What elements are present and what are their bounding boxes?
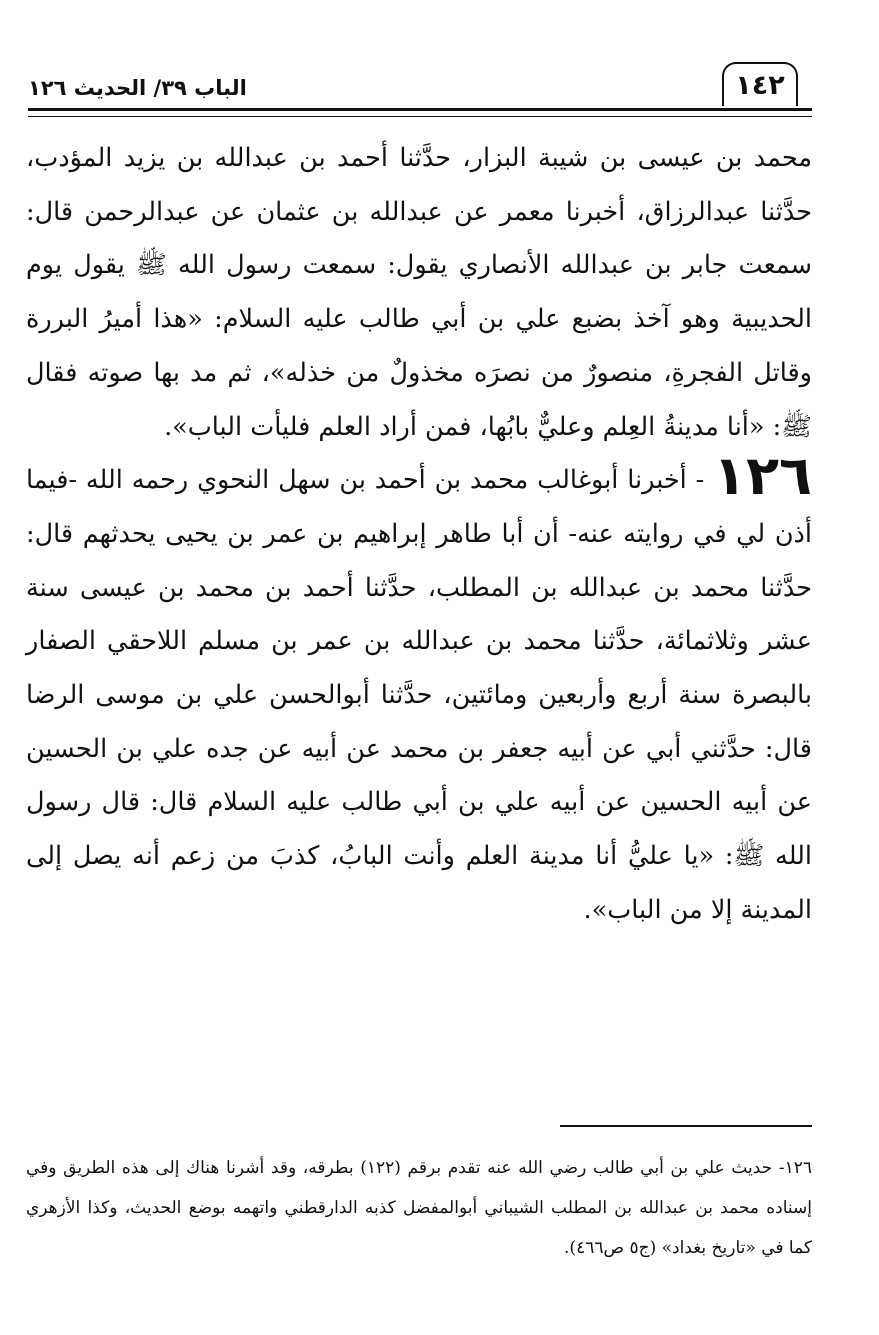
footnote-text: ١٢٦- حديث علي بن أبي طالب رضي الله عنه تقدم برقم (١٢٢) بطرقه، وقد أشرنا هناك إلى هذه الطريق وفي إسناده محمد بن عبدالله بن المطلب الشيباني أبوالمفضل كذبه الدارقطني واتهمه بوضع الحديث، وكذا الأزهري كما في «تاريخ بغداد» (ج٥ ص٤٦٦). [26, 1158, 812, 1258]
paragraph-hadith-126 [26, 444, 812, 937]
page-header [28, 62, 812, 110]
hadith-126-text: - أخبرنا أبوغالب محمد بن أحمد بن سهل النحوي رحمه الله -فيما أذن لي في روايته عنه- أن أبا طاهر إبراهيم بن عمر بن يحيى يحدثهم قال: حدَّثنا محمد بن عبدالله بن المطلب، حدَّثنا أحمد بن محمد بن عيسى سنة عشر وثلاثمائة، حدَّثنا محمد بن عبدالله بن عمر بن مسلم اللاحقي الصفار بالبصرة سنة أربع وأربعين ومائتين، حدَّثنا أبوالحسن علي بن موسى الرضا قال: حدَّثني أبي عن أبيه جعفر بن محمد عن أبيه عن جده علي بن الحسين عن أبيه الحسين عن أبيه علي بن أبي طالب عليه السلام قال: قال رسول الله ﷺ: «يا عليُّ أنا مدينة العلم وأنت البابُ، كذبَ من زعم أنه يصل إلى المدينة إلا من الباب». [26, 465, 812, 925]
footnote [26, 1148, 812, 1268]
header-rule-thick [28, 108, 812, 111]
header-rule-thin [28, 116, 812, 117]
body-text [26, 132, 812, 938]
paragraph-hadith-125-end: محمد بن عيسى بن شيبة البزار، حدَّثنا أحمد بن عبدالله بن يزيد المؤدب، حدَّثنا عبدالرزاق، أخبرنا معمر عن عبدالله بن عثمان عن عبدالرحمن قال: سمعت جابر بن عبدالله الأنصاري يقول: سمعت رسول الله ﷺ يقول يوم الحديبية وهو آخذ بضبع علي بن أبي طالب عليه السلام: «هذا أميرُ البررة وقاتل الفجرةِ، منصورٌ من نصرَه مخذولٌ من خذله»، ثم مد بها صوته فقال ﷺ: «أنا مدينةُ العِلم وعليٌّ بابُها، فمن أراد العلم فليأت الباب». [26, 143, 812, 442]
footnote-separator [560, 1125, 812, 1127]
running-head: الباب ٣٩/ الحديث ١٢٦ [28, 76, 247, 100]
hadith-number: ١٢٦ [713, 444, 812, 508]
page-number: ١٤٢ [722, 62, 798, 106]
